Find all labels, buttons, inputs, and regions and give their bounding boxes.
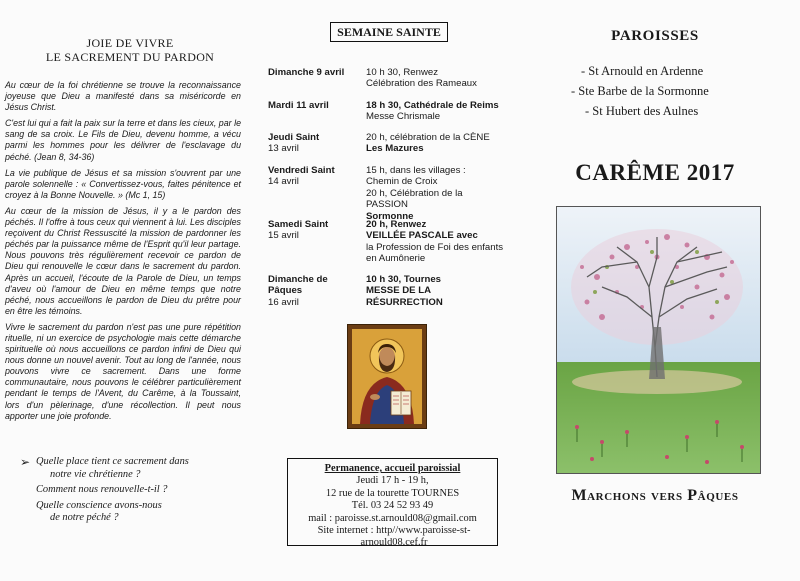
schedule-details: 20 h, Renwez VEILLÉE PASCALE avec la Profession de Foi des enfants en Aumônerie xyxy=(366,219,504,265)
schedule-details: 10 h 30, Tournes MESSE DE LA RÉSURRECTION xyxy=(366,274,443,308)
permanence-address: 12 rue de la tourette TOURNES xyxy=(325,487,460,499)
tree-illustration xyxy=(556,206,761,474)
parish-item: - Ste Barbe de la Sormonne xyxy=(571,84,709,98)
question-item: Quelle conscience avons-nous de notre péché ? xyxy=(36,499,162,523)
schedule-day: Jeudi Saint 13 avril xyxy=(268,132,320,155)
article-paragraph: Vivre le sacrement du pardon n'est pas une pure répétition rituelle, ni un exercice de psychologie mais cette démarche spirituelle où nous accueillons ce pardon infini de Dieu qui nous donne un nouvel avenir. Tout au long de l'année, nous pouvons vivre ce sacrement. Dans une forme communautaire, nous pouvons le célébrer particulièrement pendant le temps de l'Avent, du Carême, à la Toussaint, lors d'un pèlerinage, d'une récollection. Il peut nous apporter une joie profonde. xyxy=(5,321,241,421)
schedule-details: 10 h 30, Renwez Célébration des Rameaux xyxy=(366,67,477,90)
article-paragraph: Au cœur de la mission de Jésus, il y a le pardon des péchés. Il l'offre à tous ceux qui viennent à lui. Les disciples reçoivent du Christ Ressuscité la mission de pardonner les péchés par la puissance même de l'Esprit qu'il leur partage. Nous pouvons très régulièrement recevoir ce pardon de Dieu qui renouvelle le cœur dans le sacrement du pardon. Après un accueil, l'écoute de la Parole de Dieu, un temps d'aveu où l'amour de Dieu en même temps que notre péché, nous accueillons le pardon de Dieu du prêtre pour en être les témoins. xyxy=(5,205,241,316)
article-paragraph: C'est lui qui a fait la paix sur la terre et dans les cieux, par le sang de sa croix. Le Fils de Dieu, devenu homme, a vécu parmi les hommes pour les délivrer de l'esclavage du péché. (Jean 8, 34-36) xyxy=(5,118,242,162)
lent-tagline: Marchons vers Pâques xyxy=(571,487,739,504)
schedule-day: Vendredi Saint 14 avril xyxy=(268,165,335,188)
permanence-mail[interactable]: mail : paroisse.st.arnould08@gmail.com xyxy=(308,512,477,524)
permanence-box xyxy=(287,458,498,549)
article-body xyxy=(5,80,241,427)
article-paragraph: Au cœur de la foi chrétienne se trouve la reconnaissance joyeuse que Dieu a manifesté dans sa miséricorde en Jésus Christ. xyxy=(5,80,241,113)
icon-illustration xyxy=(348,325,426,428)
schedule-details: 18 h 30, Cathédrale de Reims Messe Chrismale xyxy=(366,100,499,123)
schedule-day: Dimanche 9 avril xyxy=(268,67,345,78)
permanence-phone: Tél. 03 24 52 93 49 xyxy=(351,500,434,512)
holy-week-title: SEMAINE SAINTE xyxy=(330,22,448,42)
arrow-bullet-icon: ➢ xyxy=(20,455,31,469)
permanence-title: Permanence, accueil paroissial xyxy=(324,463,461,474)
schedule-day: Dimanche de Pâques 16 avril xyxy=(268,274,328,308)
question-item: ➢ Quelle place tient ce sacrement dans notre vie chrétienne ? xyxy=(20,455,189,480)
article-paragraph: La vie publique de Jésus et sa mission s'ouvrent par une parole solennelle : « Convertissez-vous, faites pénitence et croyez à la Bonne Nouvelle. » (Mc 1, 15) xyxy=(5,167,241,200)
schedule-day: Samedi Saint 15 avril xyxy=(268,219,329,242)
reflection-questions xyxy=(22,456,232,528)
schedule-details: 15 h, dans les villages : Chemin de Croix 20 h, Célébration de la PASSION Sormonne xyxy=(366,165,466,222)
christ-icon xyxy=(347,324,427,429)
permanence-hours: Jeudi 17 h - 19 h, xyxy=(356,475,429,487)
lent-title: CARÊME 2017 xyxy=(575,160,735,185)
permanence-website[interactable]: Site internet : http//www.paroisse-st-arnould08.cef.fr xyxy=(317,525,471,549)
schedule-details: 20 h, célébration de la CÈNE Les Mazures xyxy=(366,132,490,155)
article-title xyxy=(0,36,260,64)
question-item: Comment nous renouvelle-t-il ? xyxy=(36,484,168,495)
title-line-2: LE SACREMENT DU PARDON xyxy=(45,50,215,64)
parish-item: - St Hubert des Aulnes xyxy=(585,104,699,118)
parish-item: - St Arnould en Ardenne xyxy=(581,64,704,78)
parishes-title: PAROISSES xyxy=(611,28,699,44)
schedule-day: Mardi 11 avril xyxy=(268,100,329,111)
blossom-tree-icon xyxy=(557,207,760,473)
title-line-1: JOIE DE VIVRE xyxy=(86,36,174,50)
